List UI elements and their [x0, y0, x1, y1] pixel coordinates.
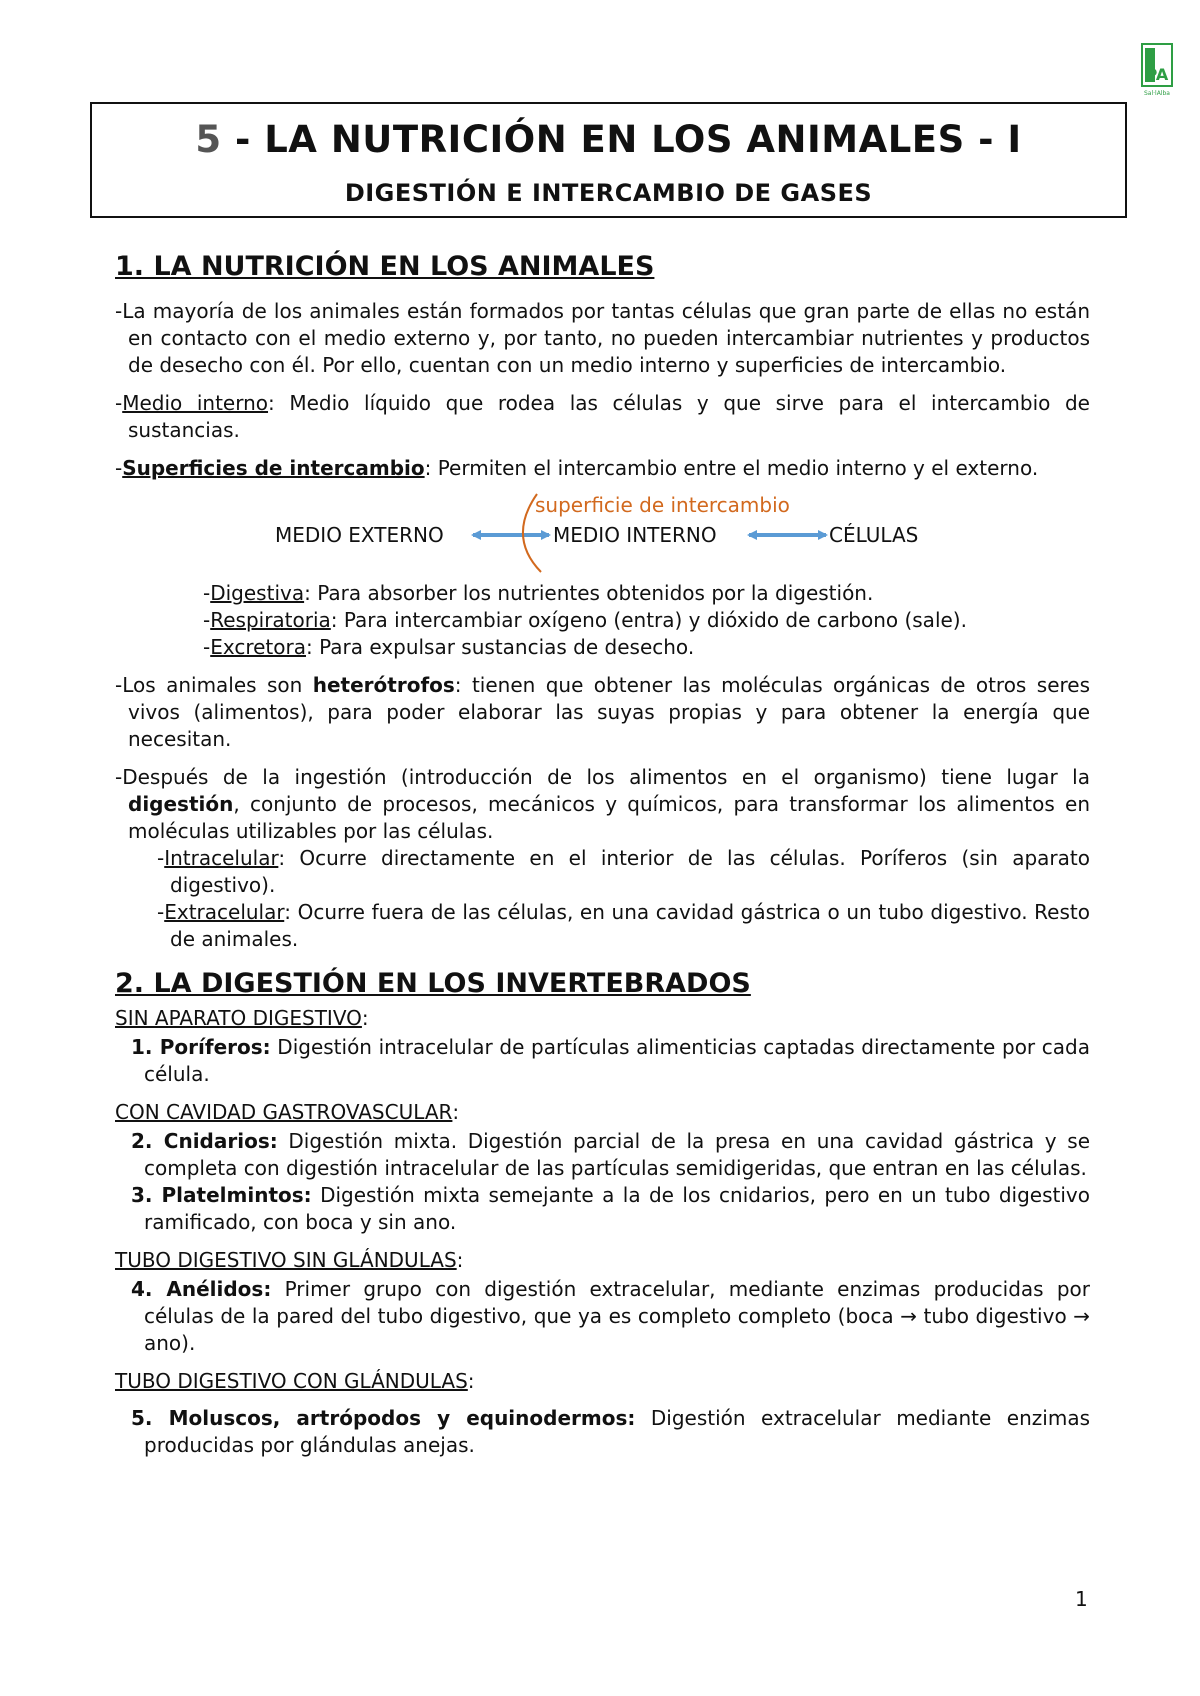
item-label: 4. Anélidos:: [131, 1277, 272, 1301]
item-text: Primer grupo con digestión extracelular, mediante enzimas producidas por células de la pared del tubo digestivo, que ya es completo completo (boca → tubo digestivo → ano).: [144, 1277, 1090, 1355]
item-text: : Ocurre fuera de las células, en una cavidad gástrica o un tubo digestivo. Resto de animales.: [170, 900, 1090, 951]
section-1-heading: 1. LA NUTRICIÓN EN LOS ANIMALES: [115, 251, 655, 282]
exchange-diagram: [115, 482, 1090, 574]
term: Excretora: [210, 635, 306, 659]
category-label: TUBO DIGESTIVO SIN GLÁNDULAS: [115, 1248, 457, 1272]
digestion-type-extracellular: [157, 899, 1090, 953]
page-title: [92, 118, 1125, 161]
list-item: [131, 1034, 1090, 1088]
term: Respiratoria: [210, 608, 331, 632]
term: Intracelular: [164, 846, 279, 870]
digestion-type-intracellular: [157, 845, 1090, 899]
page-subtitle: DIGESTIÓN E INTERCAMBIO DE GASES: [344, 179, 873, 207]
category-label: TUBO DIGESTIVO CON GLÁNDULAS: [115, 1369, 468, 1393]
item-text: Digestión intracelular de partículas alimenticias captadas directamente por cada célula.: [144, 1035, 1090, 1086]
term: Extracelular: [164, 900, 285, 924]
school-logo: [1140, 42, 1174, 98]
definition-text: : Permiten el intercambio entre el medio interno y el externo.: [424, 456, 1039, 480]
dash: -: [203, 635, 211, 659]
dash: -: [115, 391, 123, 415]
list-item: [203, 607, 1090, 634]
item-text: Digestión extracelular mediante enzimas producidas por glándulas anejas.: [144, 1406, 1090, 1457]
logo-caption: Sal·lAlba: [1144, 90, 1170, 97]
category-heading: [115, 1099, 1090, 1126]
content: [115, 250, 1090, 1470]
colon: :: [467, 1369, 475, 1393]
dash: -: [157, 846, 165, 870]
item-text: : Para expulsar sustancias de desecho.: [305, 635, 695, 659]
category-label: CON CAVIDAD GASTROVASCULAR: [115, 1100, 453, 1124]
label-internal-medium: MEDIO INTERNO: [553, 523, 717, 547]
definition-text: : Medio líquido que rodea las células y que sirve para el intercambio de sustancias.: [128, 391, 1090, 442]
item-text: : Ocurre directamente en el interior de las células. Poríferos (sin aparato digestivo).: [170, 846, 1090, 897]
list-item: [131, 1182, 1090, 1236]
list-item: [131, 1128, 1090, 1182]
item-label: 3. Platelmintos:: [131, 1183, 312, 1207]
category-heading: [115, 1247, 1090, 1274]
paragraph-digestion: [115, 764, 1090, 845]
dash: -: [115, 456, 123, 480]
item-label: 2. Cnidarios:: [131, 1129, 278, 1153]
list-item: [203, 580, 1090, 607]
section-2-heading: 2. LA DIGESTIÓN EN LOS INVERTEBRADOS: [115, 968, 751, 999]
term-superficies: Superficies de intercambio: [122, 456, 425, 480]
unit-number: 5: [195, 118, 222, 161]
surface-types-list: [203, 580, 1090, 661]
text: , conjunto de procesos, mecánicos y químicos, para transformar los alimentos en moléculas utilizables por las células.: [128, 792, 1090, 843]
text: : tienen que obtener las moléculas orgánicas de otros seres vivos (alimentos), para poder elaborar las suyas propias y para obtener la energía que necesitan.: [128, 673, 1091, 751]
title-text: - LA NUTRICIÓN EN LOS ANIMALES - I: [221, 118, 1022, 161]
logo-text: PA: [1145, 65, 1169, 84]
text: -Después de la ingestión (introducción de los alimentos en el organismo) tiene lugar la: [115, 765, 1090, 789]
term-digestion: digestión: [128, 792, 234, 816]
item-text: Digestión mixta. Digestión parcial de la presa en una cavidad gástrica y se completa con digestión intracelular de las partículas semidigeridas, que entran en las células.: [144, 1129, 1091, 1180]
item-label: 5. Moluscos, artrópodos y equinodermos:: [131, 1406, 636, 1430]
item-label: 1. Poríferos:: [131, 1035, 271, 1059]
colon: :: [361, 1006, 369, 1030]
item-text: : Para intercambiar oxígeno (entra) y dióxido de carbono (sale).: [330, 608, 967, 632]
colon: :: [452, 1100, 460, 1124]
term-heterotrofos: heterótrofos: [312, 673, 455, 697]
category-heading: [115, 1368, 1090, 1395]
label-surface: superficie de intercambio: [535, 493, 790, 517]
list-item: [131, 1276, 1090, 1357]
dash: -: [157, 900, 165, 924]
colon: :: [456, 1248, 464, 1272]
category-label: SIN APARATO DIGESTIVO: [115, 1006, 362, 1030]
text: -Los animales son: [115, 673, 313, 697]
title-box: [90, 102, 1127, 218]
page-number: 1: [1075, 1587, 1088, 1611]
item-text: Digestión mixta semejante a la de los cnidarios, pero en un tubo digestivo ramificado, con boca y sin ano.: [144, 1183, 1090, 1234]
item-text: : Para absorber los nutrientes obtenidos por la digestión.: [304, 581, 874, 605]
paragraph-heterotrofos: [115, 672, 1090, 753]
term: Digestiva: [210, 581, 305, 605]
paragraph-superficies: [115, 455, 1090, 482]
paragraph-intro: -La mayoría de los animales están formados por tantas células que gran parte de ellas no están en contacto con el medio externo y, por tanto, no pueden intercambiar nutrientes y productos de desecho con él. Por ello, cuentan con un medio interno y superficies de intercambio.: [115, 299, 1090, 377]
category-heading: [115, 1005, 1090, 1032]
paragraph-medio-interno: [115, 390, 1090, 444]
dash: -: [203, 581, 211, 605]
label-cells: CÉLULAS: [829, 523, 919, 547]
term-medio-interno: Medio interno: [122, 391, 269, 415]
label-external-medium: MEDIO EXTERNO: [275, 523, 444, 547]
list-item: [203, 634, 1090, 661]
dash: -: [203, 608, 211, 632]
list-item: [131, 1405, 1090, 1459]
